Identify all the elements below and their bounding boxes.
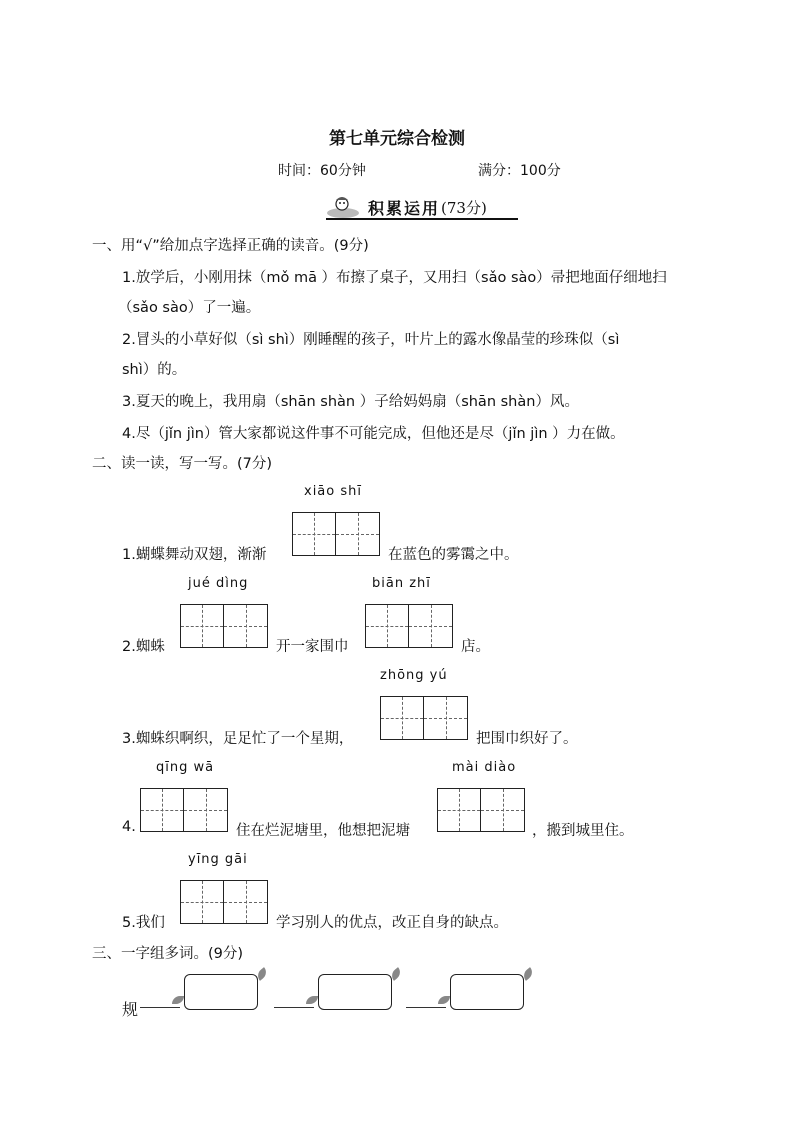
q1-line-4: shì）的。 [122, 362, 187, 378]
q2-heading: 二、读一读，写一写。(7分) [92, 456, 273, 472]
pinyin-3: biān zhī [372, 576, 431, 591]
pinyin-5: qīng wā [156, 760, 215, 775]
q2-s3b: 把围巾织好了。 [476, 731, 578, 747]
section-banner [326, 194, 487, 220]
connector-line-2 [274, 1007, 314, 1008]
q3-char: 规 [122, 1000, 139, 1019]
word-box-1[interactable] [184, 974, 258, 1010]
writing-grid-4[interactable] [380, 696, 468, 740]
q2-s2b: 开一家围巾 [276, 639, 349, 655]
writing-grid-1[interactable] [292, 512, 380, 556]
page-title: 第七单元综合检测 [329, 129, 465, 149]
cartoon-icon [326, 196, 360, 218]
q2-s1b: 在蓝色的雾霭之中。 [388, 547, 519, 563]
leaf-icon [438, 996, 450, 1004]
writing-grid-2[interactable] [180, 604, 268, 648]
q2-s1a: 1.蝴蝶舞动双翅，渐渐 [122, 547, 267, 563]
q3-heading: 三、一字组多词。(9分) [92, 946, 244, 962]
q2-s5a: 5.我们 [122, 915, 165, 931]
banner-label: 积累运用 [368, 198, 441, 218]
writing-grid-3[interactable] [365, 604, 453, 648]
q2-s2c: 店。 [461, 639, 490, 655]
q2-s5b: 学习别人的优点，改正自身的缺点。 [276, 915, 508, 931]
banner-score: (73分) [441, 198, 487, 217]
q1-line-5: 3.夏天的晚上，我用扇（shān shàn ）子给妈妈扇（shān shàn）风。 [122, 394, 579, 410]
banner-underline [326, 218, 518, 220]
q1-heading: 一、用“√”给加点字选择正确的读音。(9分) [92, 238, 369, 254]
connector-line-3 [406, 1007, 446, 1008]
q2-s4a: 4. [122, 819, 136, 835]
exam-score: 满分：100分 [478, 163, 561, 179]
q1-line-1: 1.放学后，小刚用抹（mǒ mā ）布擦了桌子，又用扫（sǎo sào）帚把地面仔细地扫 [122, 270, 667, 286]
word-box-3[interactable] [450, 974, 524, 1010]
writing-grid-7[interactable] [180, 880, 268, 924]
pinyin-1: xiāo shī [304, 484, 362, 499]
writing-grid-6[interactable] [437, 788, 525, 832]
pinyin-7: yīng gāi [188, 852, 248, 867]
q2-s4b: 住在烂泥塘里，他想把泥塘 [236, 823, 410, 839]
q2-s2a: 2.蜘蛛 [122, 639, 165, 655]
q1-line-6: 4.尽（jǐn jìn）管大家都说这件事不可能完成，但他还是尽（jǐn jìn ）力在做。 [122, 426, 625, 442]
leaf-icon [172, 996, 184, 1004]
q2-s3a: 3.蜘蛛织啊织，足足忙了一个星期， [122, 731, 354, 747]
leaf-icon [306, 996, 318, 1004]
q1-line-3: 2.冒头的小草好似（sì shì）刚睡醒的孩子，叶片上的露水像晶莹的珍珠似（sì [122, 332, 620, 348]
connector-line-1 [140, 1007, 180, 1008]
word-box-2[interactable] [318, 974, 392, 1010]
pinyin-6: mài diào [452, 760, 517, 775]
pinyin-4: zhōng yú [380, 668, 448, 683]
exam-time: 时间：60分钟 [278, 163, 366, 179]
writing-grid-5[interactable] [140, 788, 228, 832]
q2-s4c: ，搬到城里住。 [532, 823, 634, 839]
q1-line-2: （sǎo sào）了一遍。 [118, 300, 261, 316]
pinyin-2: jué dìng [188, 576, 249, 591]
